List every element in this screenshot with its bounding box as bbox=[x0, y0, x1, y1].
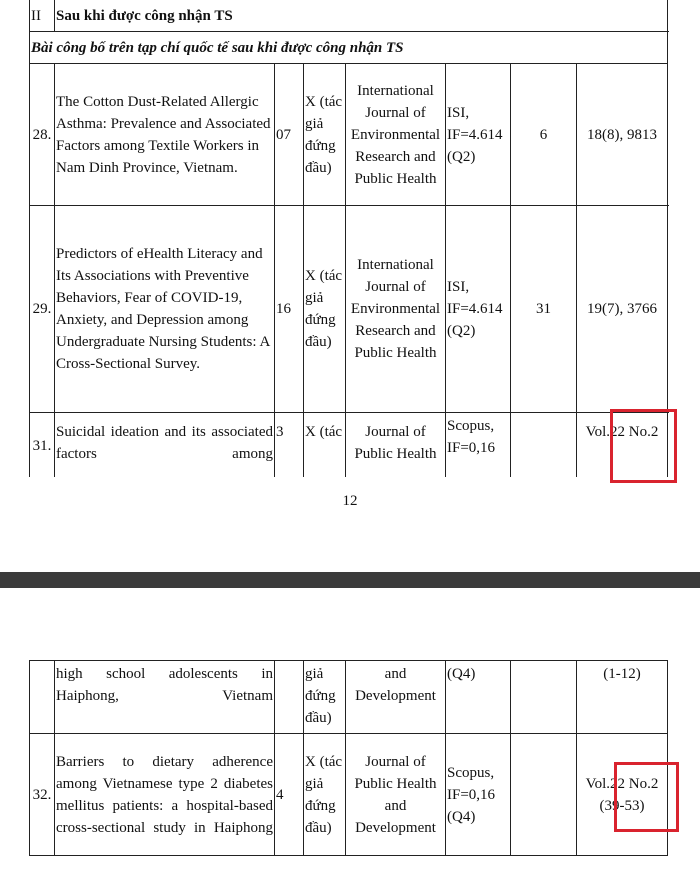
journal-index: ISI, IF=4.614 (Q2) bbox=[446, 64, 511, 206]
table-clip bbox=[0, 660, 700, 881]
publication-title: high school adolescents in Haiphong, Vietnam bbox=[55, 661, 275, 734]
row-number: 32. bbox=[30, 734, 55, 856]
author-role: giả đứng đầu) bbox=[304, 661, 346, 734]
author-count bbox=[275, 661, 304, 734]
page-number: 12 bbox=[342, 493, 358, 509]
volume-pages: (1-12) bbox=[577, 661, 668, 734]
publication-title: Suicidal ideation and its associated factors among bbox=[55, 413, 275, 478]
subsection-row bbox=[30, 32, 668, 64]
row-number bbox=[30, 661, 55, 734]
table-row-continued bbox=[30, 661, 668, 734]
journal-index: Scopus, IF=0,16 (Q4) bbox=[446, 734, 511, 856]
section-title: Sau khi được công nhận TS bbox=[55, 0, 668, 32]
author-count: 4 bbox=[275, 734, 304, 856]
publication-title: Barriers to dietary adherence among Vietnamese type 2 diabetes mellitus patients: a hospital-based cross-sectional study in Haiphong bbox=[55, 734, 275, 856]
citation-count: 31 bbox=[511, 206, 577, 413]
journal-index: ISI, IF=4.614 (Q2) bbox=[446, 206, 511, 413]
journal-name: International Journal of Environmental Research and Public Health bbox=[346, 64, 446, 206]
publication-title: Predictors of eHealth Literacy and Its Associations with Preventive Behaviors, Fear of COVID-19, Anxiety, and Depression among Undergraduate Nursing Students: A Cross-Sectional Survey. bbox=[55, 206, 275, 413]
volume-pages: 18(8), 9813 bbox=[577, 64, 668, 206]
row-number: 31. bbox=[30, 413, 55, 478]
publication-title: The Cotton Dust-Related Allergic Asthma: Prevalence and Associated Factors among Textile Workers in Nam Dinh Province, Vietnam. bbox=[55, 64, 275, 206]
volume-pages: Vol.22 No.2 (39-53) bbox=[577, 734, 668, 856]
citation-count bbox=[511, 413, 577, 478]
author-count: 07 bbox=[275, 64, 304, 206]
journal-index: (Q4) bbox=[446, 661, 511, 734]
publications-table bbox=[29, 0, 668, 477]
author-count: 3 bbox=[275, 413, 304, 478]
author-role: X (tác giả đứng đầu) bbox=[304, 734, 346, 856]
table-row bbox=[30, 206, 668, 413]
author-role: X (tác giả đứng đầu) bbox=[304, 64, 346, 206]
volume-pages: Vol.22 No.2 bbox=[577, 413, 668, 478]
journal-name: Journal of Public Health and Development bbox=[346, 734, 446, 856]
journal-name: Journal of Public Health bbox=[346, 413, 446, 478]
document-page-13 bbox=[0, 588, 700, 881]
table-row bbox=[30, 734, 668, 856]
page-separator bbox=[0, 572, 700, 588]
highlight-box bbox=[614, 762, 679, 832]
table-row bbox=[30, 413, 668, 478]
table-row bbox=[30, 64, 668, 206]
row-number: 29. bbox=[30, 206, 55, 413]
journal-name: and Development bbox=[346, 661, 446, 734]
journal-index: Scopus, IF=0,16 bbox=[446, 413, 511, 478]
citation-count: 6 bbox=[511, 64, 577, 206]
volume-pages: 19(7), 3766 bbox=[577, 206, 668, 413]
citation-count bbox=[511, 661, 577, 734]
journal-name: International Journal of Environmental Research and Public Health bbox=[346, 206, 446, 413]
citation-count bbox=[511, 734, 577, 856]
row-number: 28. bbox=[30, 64, 55, 206]
author-role: X (tác bbox=[304, 413, 346, 478]
subsection-title: Bài công bố trên tạp chí quốc tế sau khi được công nhận TS bbox=[30, 32, 668, 64]
author-count: 16 bbox=[275, 206, 304, 413]
highlight-box bbox=[610, 409, 677, 483]
publications-table-continued bbox=[29, 660, 668, 856]
section-roman: II bbox=[30, 0, 55, 32]
section-header-row bbox=[30, 0, 668, 32]
author-role: X (tác giả đứng đầu) bbox=[304, 206, 346, 413]
